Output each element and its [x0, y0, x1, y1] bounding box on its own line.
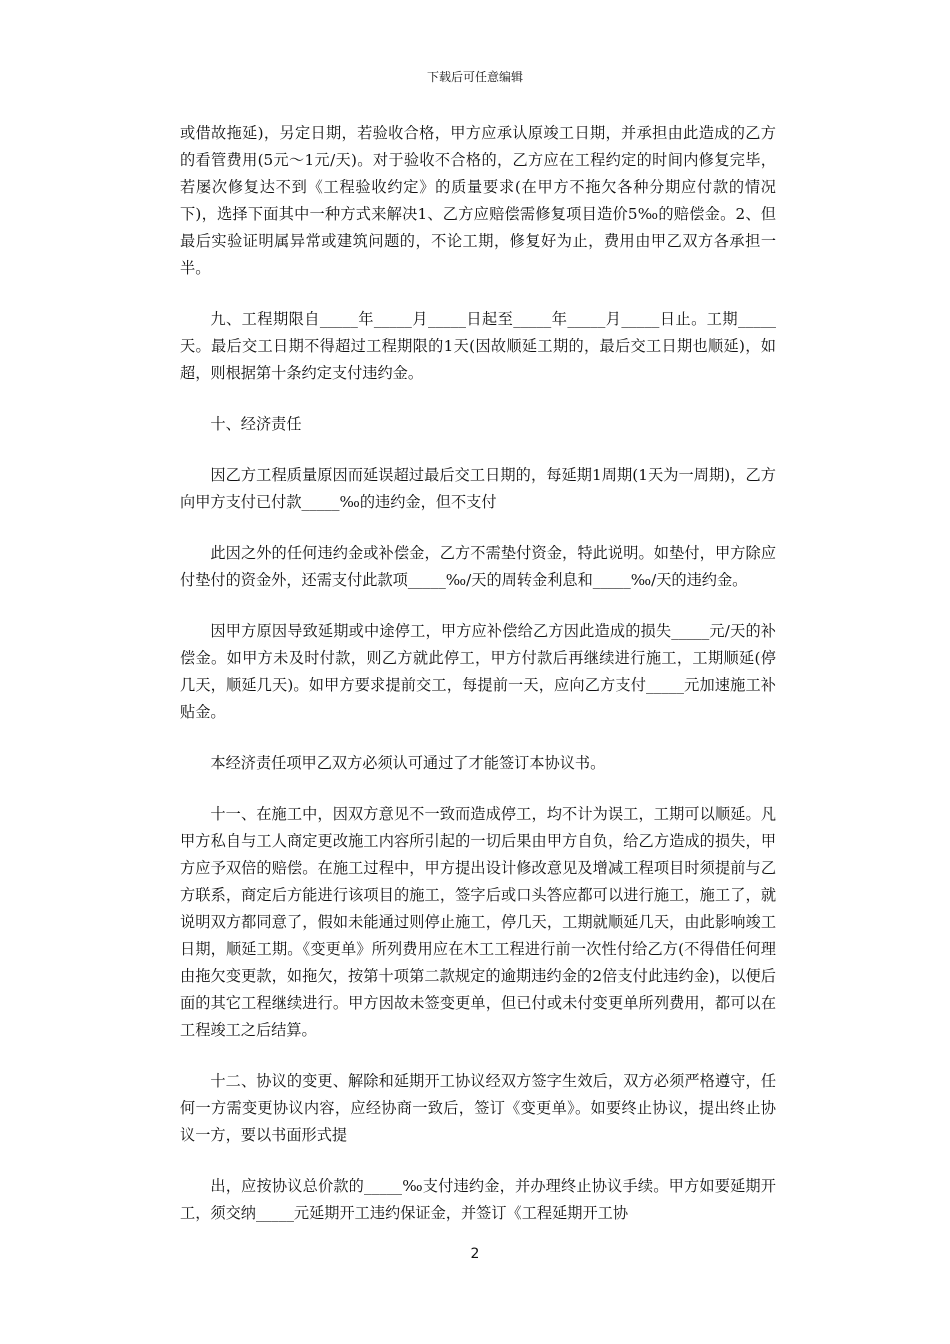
paragraph-clause-12: 十二、协议的变更、解除和延期开工协议经双方签字生效后，双方必须严格遵守，任何一方需变更协议内容，应经协商一致后，签订《变更单》。如要终止协议，提出终止协议一方，要以书面形式提	[180, 1072, 776, 1144]
paragraph-clause-9: 九、工程期限自_____年_____月_____日起至_____年_____月_____日止。工期_____天。最后交工日期不得超过工程期限的1天(因故顺延工期的，最后交工日期也顺延)，如超，则根据第十条约定支付违约金。	[180, 310, 776, 382]
page-number: 2	[470, 1246, 480, 1262]
paragraph-clause-10-heading: 十、经济责任	[210, 415, 302, 433]
paragraph-clause-10-delay: 因乙方工程质量原因而延误超过最后交工日期的，每延期1周期(1天为一周期)，乙方向甲方支付已付款_____‰的违约金，但不支付	[180, 466, 776, 511]
paragraph-clause-12-continued: 出，应按协议总价款的_____‰支付违约金，并办理终止协议手续。甲方如要延期开工，须交纳_____元延期开工违约保证金，并签订《工程延期开工协	[180, 1177, 776, 1222]
paragraph-clause-10-consent: 本经济责任项甲乙双方必须认可通过了才能签订本协议书。	[210, 754, 606, 772]
paragraph-clause-10-party-a: 因甲方原因导致延期或中途停工，甲方应补偿给乙方因此造成的损失_____元/天的补偿金。如甲方未及时付款，则乙方就此停工，甲方付款后再继续进行施工，工期顺延(停几天，顺延几天)。如甲方要求提前交工，每提前一天，应向乙方支付_____元加速施工补贴金。	[180, 622, 776, 721]
document-body	[180, 120, 776, 1251]
paragraph-clause-10-advance: 此因之外的任何违约金或补偿金，乙方不需垫付资金，特此说明。如垫付，甲方除应付垫付的资金外，还需支付此款项_____‰/天的周转金利息和_____‰/天的违约金。	[180, 544, 776, 589]
paragraph-acceptance-continued: 或借故拖延)，另定日期，若验收合格，甲方应承认原竣工日期，并承担由此造成的乙方的看管费用(5元～1元/天)。对于验收不合格的，乙方应在工程约定的时间内修复完毕，若屡次修复达不到《工程验收约定》的质量要求(在甲方不拖欠各种分期应付款的情况下)，选择下面其中一种方式来解决1、乙方应赔偿需修复项目造价5‰的赔偿金。2、但最后实验证明属异常或建筑问题的，不论工期，修复好为止，费用由甲乙双方各承担一半。	[180, 124, 776, 277]
paragraph-clause-11: 十一、在施工中，因双方意见不一致而造成停工，均不计为误工，工期可以顺延。凡甲方私自与工人商定更改施工内容所引起的一切后果由甲方自负，给乙方造成的损失，甲方应予双倍的赔偿。在施工过程中，甲方提出设计修改意见及增减工程项目时须提前与乙方联系，商定后方能进行该项目的施工，签字后或口头答应都可以进行施工，施工了，就说明双方都同意了，假如未能通过则停止施工，停几天，工期就顺延几天，由此影响竣工日期，顺延工期。《变更单》所列费用应在木工工程进行前一次性付给乙方(不得借任何理由拖欠变更款，如拖欠，按第十项第二款规定的逾期违约金的2倍支付此违约金)，以便后面的其它工程继续进行。甲方因故未签变更单，但已付或未付变更单所列费用，都可以在工程竣工之后结算。	[180, 805, 776, 1039]
page-header: 下载后可任意编辑	[426, 70, 523, 84]
